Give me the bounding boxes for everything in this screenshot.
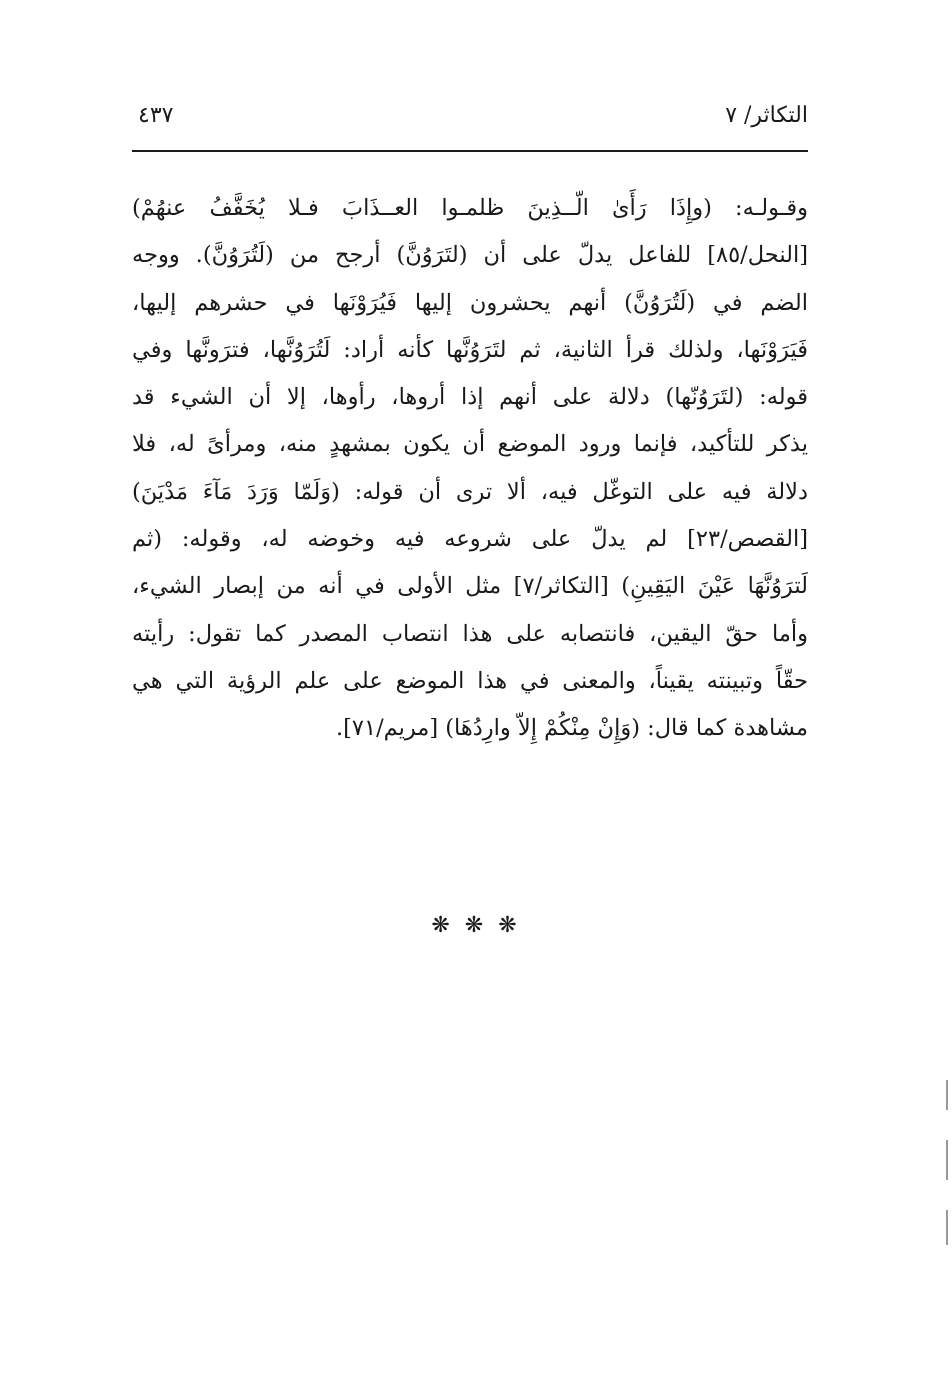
text-line: يذكر للتأكيد، فإنما ورود الموضع أن يكون بمشهدٍ منه، ومرأىً له، فلا <box>132 431 808 458</box>
text-line: دلالة فيه على التوغّل فيه، ألا ترى أن قوله: (وَلَمّا وَرَدَ مَآءَ مَدْيَنَ) <box>132 478 808 505</box>
text-line: وأما حقّ اليقين، فانتصابه على هذا انتصاب المصدر كما تقول: رأيته <box>132 620 808 647</box>
scan-edge-mark <box>946 1140 948 1180</box>
text-line: قوله: (لتَرَوُنّها) دلالة على أنهم إذا أروها، رأوها، إلا أن الشيء قد <box>132 384 808 411</box>
text-line: مشاهدة كما قال: (وَإِنْ مِنْكُمْ إِلاّ وارِدُهَا) [مريم/٧١]. <box>335 715 808 742</box>
text-line: [النحل/٨٥] للفاعل يدلّ على أن (لتَرَوُنَّ) أرجح من (لَتُرَوُنَّ). ووجه <box>132 242 808 269</box>
text-line: الضم في (لَتُرَوُنَّ) أنهم يحشرون إليها فَيُرَوْنَها في حشرهم إليها، <box>132 289 808 316</box>
text-line: حقّاً وتبينته يقيناً، والمعنى في هذا الموضع على علم الرؤية التي هي <box>132 667 808 694</box>
scan-edge-marks <box>944 1080 948 1280</box>
scan-edge-mark <box>946 1080 948 1110</box>
page-number: ٤٣٧ <box>138 103 174 128</box>
section-separator: ❋ ❋ ❋ <box>431 913 521 938</box>
running-header <box>132 100 808 140</box>
running-header-title: التكاثر/ ٧ <box>725 103 808 128</box>
text-line: لَترَوُنَّهَا عَيْنَ اليَقِينِ) [التكاثر/٧] مثل الأولى في أنه من إبصار الشيء، <box>132 573 808 600</box>
body-text <box>132 185 808 753</box>
header-divider <box>132 150 808 152</box>
text-line: [القصص/٢٣] لم يدلّ على شروعه فيه وخوضه له، وقوله: (ثم <box>132 526 808 553</box>
scan-edge-mark <box>946 1210 948 1245</box>
text-line: وقـولـه: (وإِذَا رَأَىٰ الّــذِينَ ظلمـوا العــذَابَ فـلا يُخَفَّفُ عنهُمْ) <box>132 195 808 221</box>
text-line: فَيَرَوْنَها، ولذلك قرأ الثانية، ثم لتَرَوُنَّها كأنه أراد: لَتُرَوُنَّها، فترَونَّها وفي <box>132 336 808 363</box>
